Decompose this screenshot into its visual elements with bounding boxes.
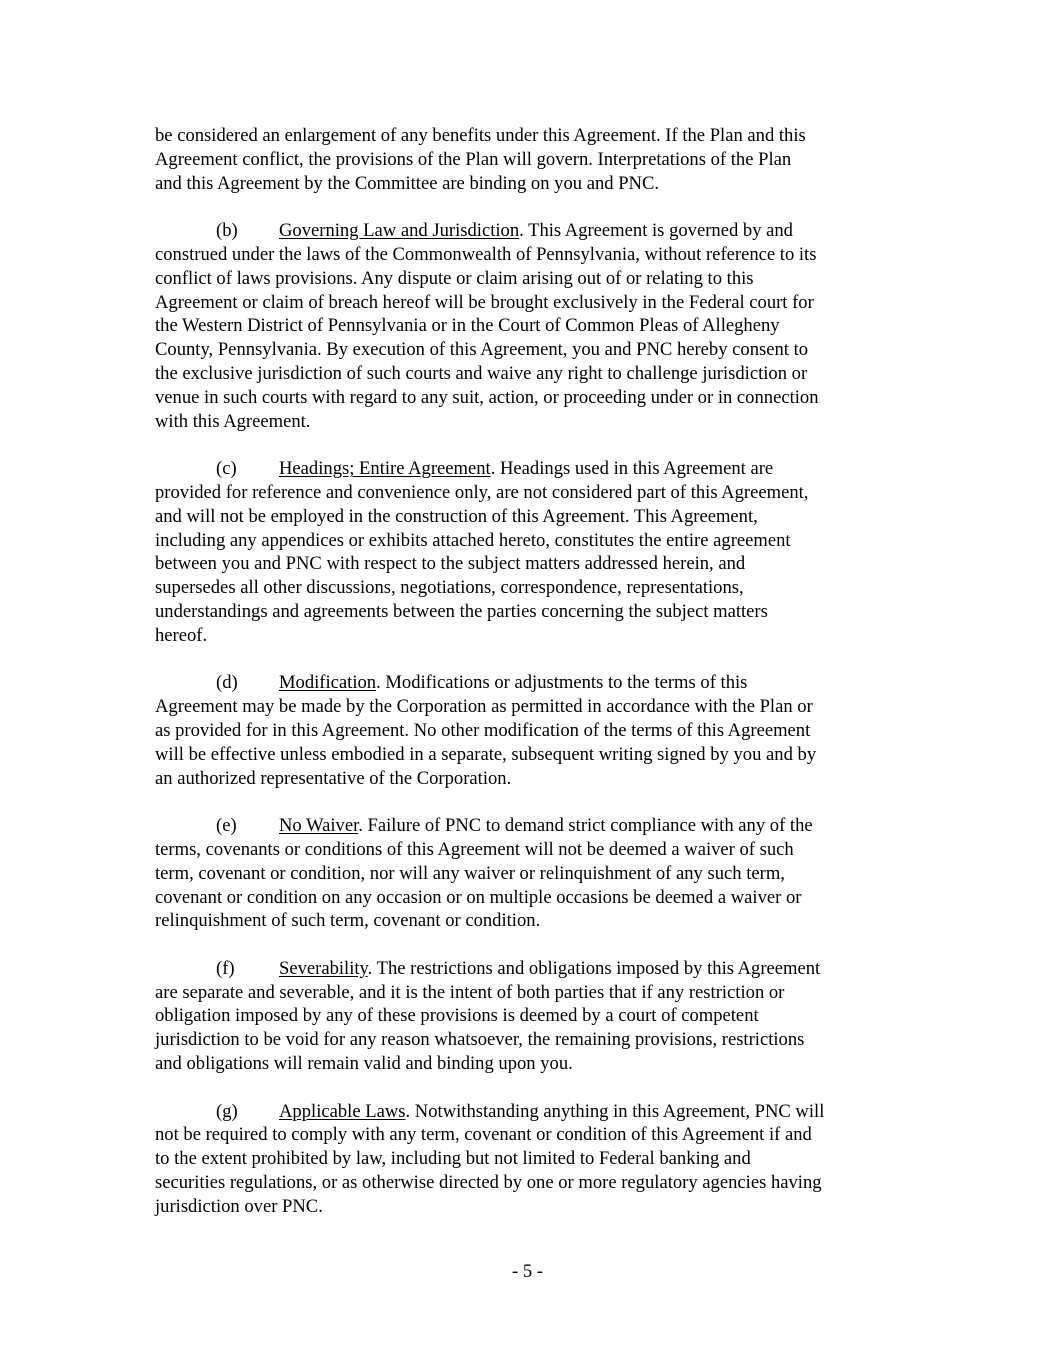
intro-line: and this Agreement by the Committee are binding on you and PNC.: [155, 172, 660, 194]
intro-paragraph: [155, 124, 900, 195]
section-line: as provided for in this Agreement. No other modification of the terms of this Agreement: [155, 719, 811, 741]
section-line: Agreement or claim of breach hereof will be brought exclusively in the Federal court for: [155, 291, 814, 313]
section-line: to the extent prohibited by law, including but not limited to Federal banking and: [155, 1148, 751, 1170]
section-first-line-text: . Headings used in this Agreement are: [490, 458, 774, 480]
section-line: hereof.: [155, 624, 208, 646]
section-e-paragraph: [155, 814, 900, 933]
section-line: the exclusive jurisdiction of such courts and waive any right to challenge jurisdiction or: [155, 362, 808, 384]
section-line: securities regulations, or as otherwise directed by one or more regulatory agencies having: [155, 1172, 822, 1194]
section-line: relinquishment of such term, covenant or condition.: [155, 910, 541, 932]
section-line: term, covenant or condition, nor will any waiver or relinquishment of any such term,: [155, 862, 785, 884]
section-line: including any appendices or exhibits attached hereto, constitutes the entire agreement: [155, 529, 791, 551]
section-heading: Applicable Laws: [279, 1100, 406, 1122]
section-line: an authorized representative of the Corporation.: [155, 767, 512, 789]
section-line: conflict of laws provisions. Any dispute or claim arising out of or relating to this: [155, 267, 754, 289]
section-number: (d): [216, 672, 238, 694]
section-line: jurisdiction to be void for any reason whatsoever, the remaining provisions, restrictions: [155, 1029, 805, 1051]
section-heading: Modification: [279, 672, 377, 694]
section-first-line-text: . Failure of PNC to demand strict compliance with any of the: [358, 815, 813, 837]
section-d-paragraph: [155, 671, 900, 790]
section-line: obligation imposed by any of these provisions is deemed by a court of competent: [155, 1005, 759, 1027]
section-line: Agreement may be made by the Corporation as permitted in accordance with the Plan or: [155, 696, 813, 718]
section-line: construed under the laws of the Commonwealth of Pennsylvania, without reference to its: [155, 243, 817, 265]
section-line: understandings and agreements between the parties concerning the subject matters: [155, 600, 768, 622]
intro-line: Agreement conflict, the provisions of the Plan will govern. Interpretations of the Plan: [155, 148, 792, 170]
section-line: and obligations will remain valid and binding upon you.: [155, 1053, 573, 1075]
section-line: supersedes all other discussions, negotiations, correspondence, representations,: [155, 577, 744, 599]
section-number: (f): [216, 957, 235, 979]
section-f-paragraph: [155, 957, 900, 1076]
section-line: will be effective unless embodied in a separate, subsequent writing signed by you and by: [155, 743, 817, 765]
section-line: with this Agreement.: [155, 410, 311, 432]
section-c-paragraph: [155, 457, 900, 647]
section-first-line-text: . This Agreement is governed by and: [519, 220, 793, 242]
section-number: (g): [216, 1100, 238, 1122]
section-number: (e): [216, 815, 237, 837]
section-line: and will not be employed in the construction of this Agreement. This Agreement,: [155, 505, 758, 527]
section-line: provided for reference and convenience only, are not considered part of this Agreement,: [155, 481, 809, 503]
section-first-line-text: . Notwithstanding anything in this Agreement, PNC will: [405, 1100, 825, 1122]
section-line: venue in such courts with regard to any suit, action, or proceeding under or in connection: [155, 386, 819, 408]
section-line: not be required to comply with any term, covenant or condition of this Agreement if and: [155, 1124, 812, 1146]
section-heading: Severability: [279, 957, 368, 979]
document-body: [155, 124, 900, 1219]
section-line: the Western District of Pennsylvania or in the Court of Common Pleas of Allegheny: [155, 315, 780, 337]
section-heading: Headings; Entire Agreement: [279, 458, 491, 480]
section-number: (c): [216, 458, 237, 480]
section-line: covenant or condition on any occasion or on multiple occasions be deemed a waiver or: [155, 886, 802, 908]
section-first-line-text: . Modifications or adjustments to the terms of this: [376, 672, 748, 694]
intro-line: be considered an enlargement of any benefits under this Agreement. If the Plan and this: [155, 125, 806, 146]
section-b-paragraph: [155, 219, 900, 433]
section-heading: No Waiver: [279, 815, 359, 837]
section-line: between you and PNC with respect to the subject matters addressed herein, and: [155, 553, 746, 575]
section-number: (b): [216, 220, 238, 242]
section-first-line-text: . The restrictions and obligations imposed by this Agreement: [367, 957, 821, 979]
section-heading: Governing Law and Jurisdiction: [279, 220, 520, 242]
section-line: terms, covenants or conditions of this Agreement will not be deemed a waiver of such: [155, 838, 794, 860]
section-g-paragraph: [155, 1100, 900, 1219]
page-number: - 5 -: [512, 1261, 543, 1282]
section-line: County, Pennsylvania. By execution of this Agreement, you and PNC hereby consent to: [155, 339, 809, 361]
section-line: are separate and severable, and it is the intent of both parties that if any restriction or: [155, 981, 785, 1003]
section-line: jurisdiction over PNC.: [155, 1195, 323, 1217]
